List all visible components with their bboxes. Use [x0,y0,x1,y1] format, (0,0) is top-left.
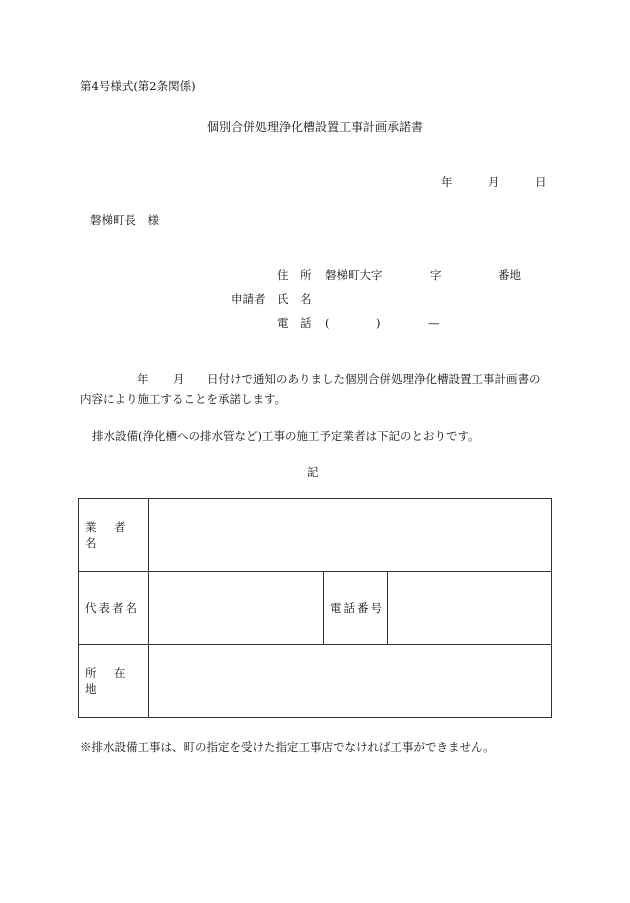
body-year: 年 [137,372,149,386]
document-title: 個別合併処理浄化槽設置工事計画承諾書 [207,120,424,134]
body-line2: 内容により施工することを承諾します。 [80,392,287,406]
phone-open-paren: ( [325,316,330,330]
representative-label: 代表者名 [79,572,149,645]
date-day: 日 [535,175,547,189]
date-year: 年 [441,175,453,189]
location-label: 所 在 地 [79,645,149,718]
name-label: 氏 名 [277,292,312,306]
company-name-field[interactable] [149,499,552,572]
phone-dash: — [428,316,440,330]
date-month: 月 [488,175,500,189]
address-label: 住 所 [277,268,312,282]
contractor-table [78,498,552,718]
table-row [79,645,552,718]
form-number: 第4号様式(第2条関係) [80,79,196,93]
company-name-label: 業 者 名 [79,499,149,572]
body-month: 月 [173,372,185,386]
phone-number-label: 電話番号 [324,572,388,645]
addressee: 磐梯町長 様 [90,213,159,227]
address-aza: 字 [430,268,442,282]
representative-field[interactable] [149,572,324,645]
location-field[interactable] [149,645,552,718]
phone-label: 電 話 [277,316,312,330]
footnote: ※排水設備工事は、町の指定を受けた指定工事店でなければ工事ができません。 [80,740,495,754]
address-value: 磐梯町大字 [325,268,383,282]
applicant-label: 申請者 [231,292,266,306]
body-paragraph2: 排水設備(浄化槽への排水管など)工事の施工予定業者は下記のとおりです。 [92,429,480,443]
phone-number-field[interactable] [388,572,552,645]
table-row [79,572,552,645]
table-row [79,499,552,572]
address-banchi: 番地 [498,268,521,282]
ki-heading: 記 [307,465,319,479]
body-line1: 日付けで通知のありました個別合併処理浄化槽設置工事計画書の [207,372,541,386]
phone-close-paren: ) [376,316,381,330]
